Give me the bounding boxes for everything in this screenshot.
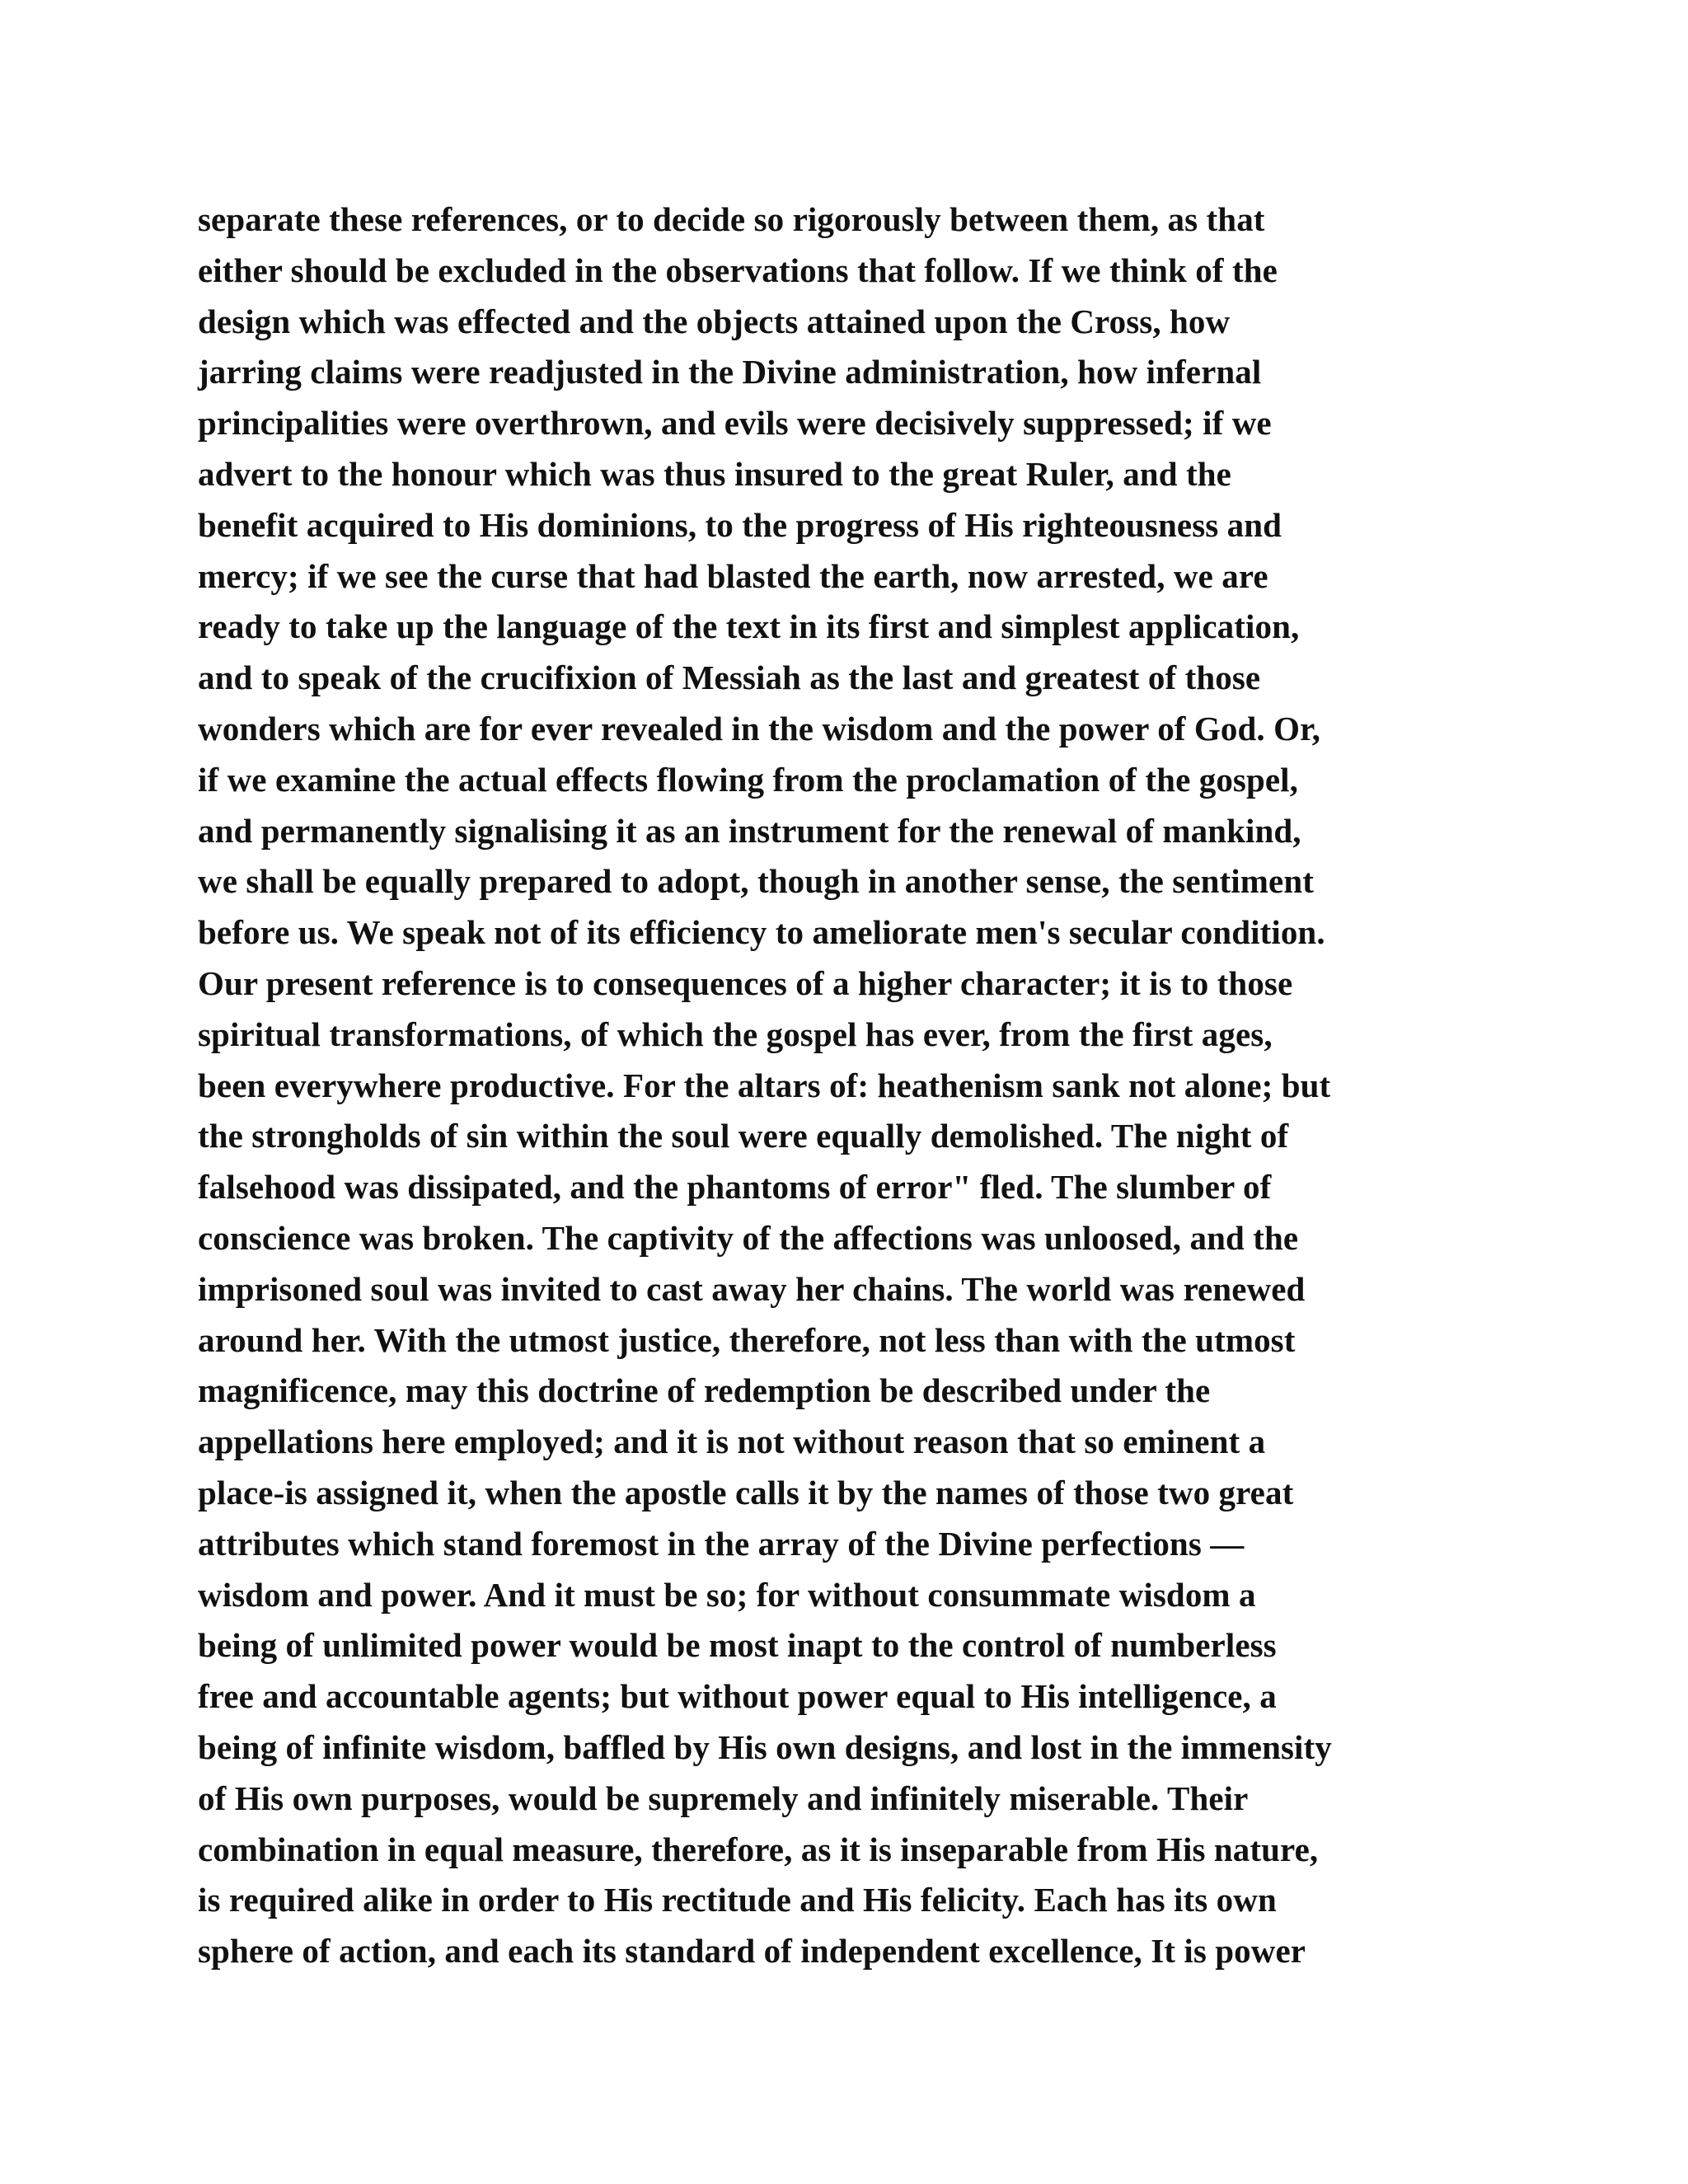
- text-line: ready to take up the language of the text in its first and simplest application,: [198, 607, 1300, 646]
- text-line: conscience was broken. The captivity of the affections was unloosed, and the: [198, 1218, 1299, 1257]
- text-line: the strongholds of sin within the soul were equally demolished. The night of: [198, 1117, 1289, 1155]
- text-line: Our present reference is to consequences of a higher character; it is to those: [198, 963, 1293, 1002]
- text-line: separate these references, or to decide so rigorously between them, as that: [198, 200, 1265, 238]
- text-line: appellations here employed; and it is not without reason that so eminent a: [198, 1422, 1266, 1461]
- text-line: being of unlimited power would be most inapt to the control of numberless: [198, 1626, 1277, 1665]
- text-line: free and accountable agents; but without power equal to His intelligence, a: [198, 1677, 1277, 1716]
- text-line: principalities were overthrown, and evils were decisively suppressed; if we: [198, 404, 1272, 443]
- text-line: magnificence, may this doctrine of redemption be described under the: [198, 1371, 1211, 1410]
- text-line: design which was effected and the objects attained upon the Cross, how: [198, 302, 1231, 340]
- text-line: mercy; if we see the curse that had blasted the earth, now arrested, we are: [198, 556, 1268, 595]
- text-line: sphere of action, and each its standard of independent excellence, It is power: [198, 1932, 1306, 1971]
- text-line: been everywhere productive. For the altars of: heathenism sank not alone; but: [198, 1066, 1331, 1104]
- text-line: jarring claims were readjusted in the Divine administration, how infernal: [198, 353, 1262, 391]
- text-line: place-is assigned it, when the apostle calls it by the names of those two great: [198, 1473, 1294, 1511]
- text-line: around her. With the utmost justice, therefore, not less than with the utmost: [198, 1320, 1296, 1359]
- text-line: wisdom and power. And it must be so; for without consummate wisdom a: [198, 1575, 1256, 1614]
- text-line: if we examine the actual effects flowing from the proclamation of the gospel,: [198, 760, 1299, 799]
- text-line: of His own purposes, would be supremely and infinitely miserable. Their: [198, 1779, 1249, 1817]
- text-line: being of infinite wisdom, baffled by His own designs, and lost in the immensity: [198, 1727, 1332, 1766]
- text-line: before us. We speak not of its efficiency to ameliorate men's secular condition.: [198, 913, 1325, 952]
- text-line: benefit acquired to His dominions, to the progress of His righteousness and: [198, 505, 1282, 544]
- text-line: and to speak of the crucifixion of Messiah as the last and greatest of those: [198, 658, 1261, 697]
- text-line: falsehood was dissipated, and the phantoms of error" fled. The slumber of: [198, 1168, 1272, 1207]
- text-line: and permanently signalising it as an instrument for the renewal of mankind,: [198, 811, 1301, 850]
- text-line: attributes which stand foremost in the array of the Divine perfections —: [198, 1524, 1245, 1563]
- text-line: combination in equal measure, therefore, as it is inseparable from His nature,: [198, 1830, 1319, 1868]
- text-line: spiritual transformations, of which the gospel has ever, from the first ages,: [198, 1015, 1273, 1053]
- text-line: wonders which are for ever revealed in the wisdom and the power of God. Or,: [198, 709, 1320, 748]
- text-line: either should be excluded in the observations that follow. If we think of the: [198, 251, 1278, 289]
- text-line: we shall be equally prepared to adopt, though in another sense, the sentiment: [198, 862, 1314, 901]
- text-line: advert to the honour which was thus insured to the great Ruler, and the: [198, 454, 1231, 493]
- body-text: [198, 194, 1500, 1977]
- text-line: is required alike in order to His rectitude and His felicity. Each has its own: [198, 1881, 1277, 1919]
- text-line: imprisoned soul was invited to cast away her chains. The world was renewed: [198, 1269, 1306, 1308]
